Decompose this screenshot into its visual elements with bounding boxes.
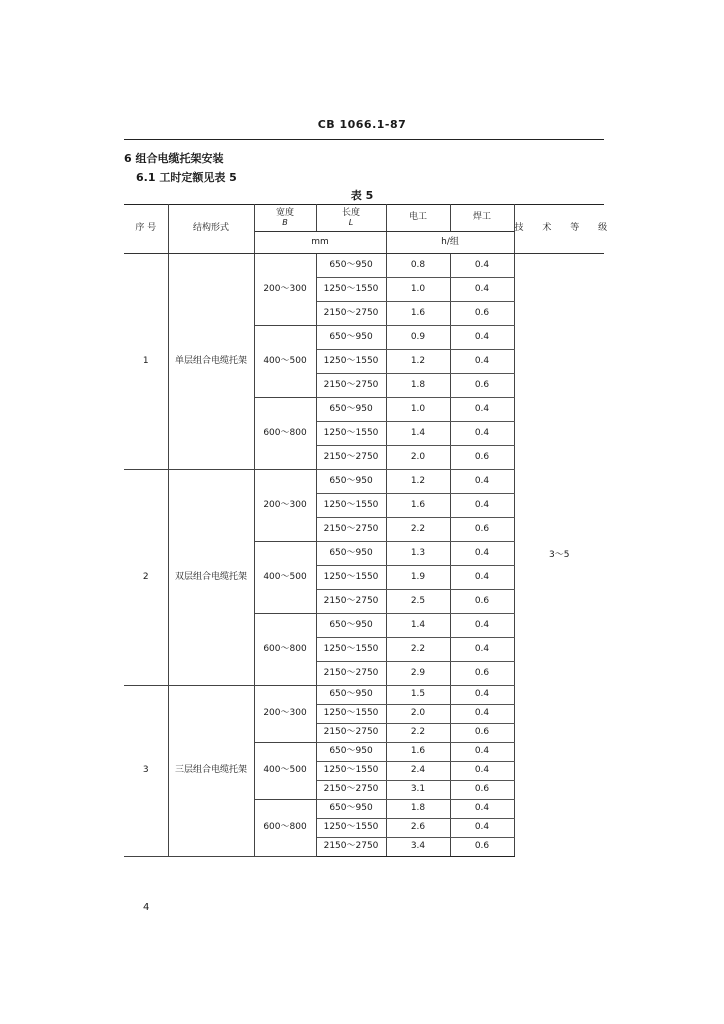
cell-welder: 0.4 [450,422,514,446]
cell-width: 600～800 [254,398,316,470]
cell-length: 2150～2750 [316,446,386,470]
cell-welder: 0.4 [450,638,514,662]
header-width-symbol: B [282,217,288,227]
cell-length: 2150～2750 [316,838,386,857]
cell-length: 2150～2750 [316,781,386,800]
cell-width: 600～800 [254,800,316,857]
cell-welder: 0.6 [450,446,514,470]
cell-electrician: 3.4 [386,838,450,857]
cell-welder: 0.4 [450,254,514,278]
cell-electrician: 2.2 [386,638,450,662]
cell-welder: 0.4 [450,470,514,494]
cell-length: 1250～1550 [316,819,386,838]
cell-electrician: 2.5 [386,590,450,614]
cell-welder: 0.4 [450,686,514,705]
cell-electrician: 1.2 [386,350,450,374]
cell-welder: 0.4 [450,494,514,518]
section-title: 6 组合电缆托架安装 [124,152,224,165]
header-welder: 焊工 [450,205,514,232]
cell-welder: 0.6 [450,518,514,542]
cell-length: 650～950 [316,254,386,278]
cell-welder: 0.4 [450,278,514,302]
subsection-title: 6.1 工时定额见表 5 [136,171,237,184]
table-caption: 表 5 [350,189,374,202]
cell-electrician: 1.6 [386,743,450,762]
cell-index: 1 [124,254,168,470]
cell-width: 400～500 [254,743,316,800]
header-structure: 结构形式 [168,205,254,254]
cell-electrician: 2.2 [386,724,450,743]
cell-electrician: 1.6 [386,494,450,518]
cell-electrician: 2.4 [386,762,450,781]
cell-length: 2150～2750 [316,374,386,398]
header-length [316,205,386,232]
cell-index: 2 [124,470,168,686]
header-length-label: 长度 [341,208,360,219]
cell-length: 2150～2750 [316,518,386,542]
cell-welder: 0.4 [450,326,514,350]
cell-length: 650～950 [316,326,386,350]
cell-electrician: 1.4 [386,422,450,446]
cell-electrician: 1.9 [386,566,450,590]
table-row [124,254,604,278]
cell-length: 1250～1550 [316,494,386,518]
cell-length: 1250～1550 [316,705,386,724]
cell-electrician: 1.6 [386,302,450,326]
cell-electrician: 2.0 [386,446,450,470]
cell-structure: 三层组合电缆托架 [168,686,254,857]
header-index: 序 号 [124,205,168,254]
cell-welder: 0.6 [450,838,514,857]
cell-electrician: 3.1 [386,781,450,800]
cell-electrician: 2.0 [386,705,450,724]
header-rule [124,139,604,140]
cell-length: 2150～2750 [316,590,386,614]
cell-width: 200～300 [254,470,316,542]
cell-welder: 0.4 [450,614,514,638]
cell-length: 650～950 [316,743,386,762]
header-grade-label: 技 术 等 级 [514,223,616,234]
cell-electrician: 2.6 [386,819,450,838]
cell-width: 400～500 [254,326,316,398]
cell-length: 650～950 [316,398,386,422]
header-length-symbol: L [348,217,354,227]
header-width [254,205,316,232]
cell-welder: 0.6 [450,374,514,398]
cell-welder: 0.6 [450,662,514,686]
cell-width: 200～300 [254,254,316,326]
cell-welder: 0.4 [450,705,514,724]
cell-electrician: 0.8 [386,254,450,278]
cell-length: 650～950 [316,470,386,494]
cell-electrician: 1.2 [386,470,450,494]
cell-length: 650～950 [316,614,386,638]
cell-welder: 0.6 [450,302,514,326]
cell-electrician: 0.9 [386,326,450,350]
cell-electrician: 1.8 [386,374,450,398]
cell-welder: 0.6 [450,781,514,800]
header-grade [514,205,616,254]
header-electrician: 电工 [386,205,450,232]
cell-electrician: 1.3 [386,542,450,566]
cell-welder: 0.6 [450,724,514,743]
cell-width: 400～500 [254,542,316,614]
cell-welder: 0.4 [450,542,514,566]
cell-welder: 0.4 [450,819,514,838]
cell-electrician: 2.2 [386,518,450,542]
cell-width: 200～300 [254,686,316,743]
cell-grade: 3～5 [549,549,570,560]
cell-welder: 0.4 [450,566,514,590]
cell-length: 1250～1550 [316,762,386,781]
header-time-unit: h/组 [386,232,514,254]
cell-welder: 0.4 [450,762,514,781]
cell-structure: 双层组合电缆托架 [168,470,254,686]
work-hour-table [124,204,616,857]
cell-welder: 0.4 [450,398,514,422]
cell-width: 600～800 [254,614,316,686]
cell-electrician: 1.5 [386,686,450,705]
cell-length: 1250～1550 [316,278,386,302]
cell-length: 1250～1550 [316,350,386,374]
standard-number: CB 1066.1-87 [317,118,407,131]
cell-length: 650～950 [316,800,386,819]
cell-length: 650～950 [316,686,386,705]
cell-electrician: 1.8 [386,800,450,819]
cell-length: 1250～1550 [316,638,386,662]
table-body [124,254,604,857]
cell-length: 650～950 [316,542,386,566]
cell-electrician: 1.4 [386,614,450,638]
cell-length: 2150～2750 [316,662,386,686]
page-number: 4 [143,902,150,913]
cell-index: 3 [124,686,168,857]
header-mm-unit: mm [254,232,386,254]
header-width-label: 宽度 [275,208,294,219]
cell-electrician: 1.0 [386,398,450,422]
cell-structure: 单层组合电缆托架 [168,254,254,470]
cell-length: 2150～2750 [316,724,386,743]
cell-electrician: 2.9 [386,662,450,686]
cell-welder: 0.6 [450,590,514,614]
cell-welder: 0.4 [450,800,514,819]
cell-length: 1250～1550 [316,566,386,590]
cell-welder: 0.4 [450,743,514,762]
cell-length: 2150～2750 [316,302,386,326]
cell-welder: 0.4 [450,350,514,374]
cell-electrician: 1.0 [386,278,450,302]
cell-length: 1250～1550 [316,422,386,446]
